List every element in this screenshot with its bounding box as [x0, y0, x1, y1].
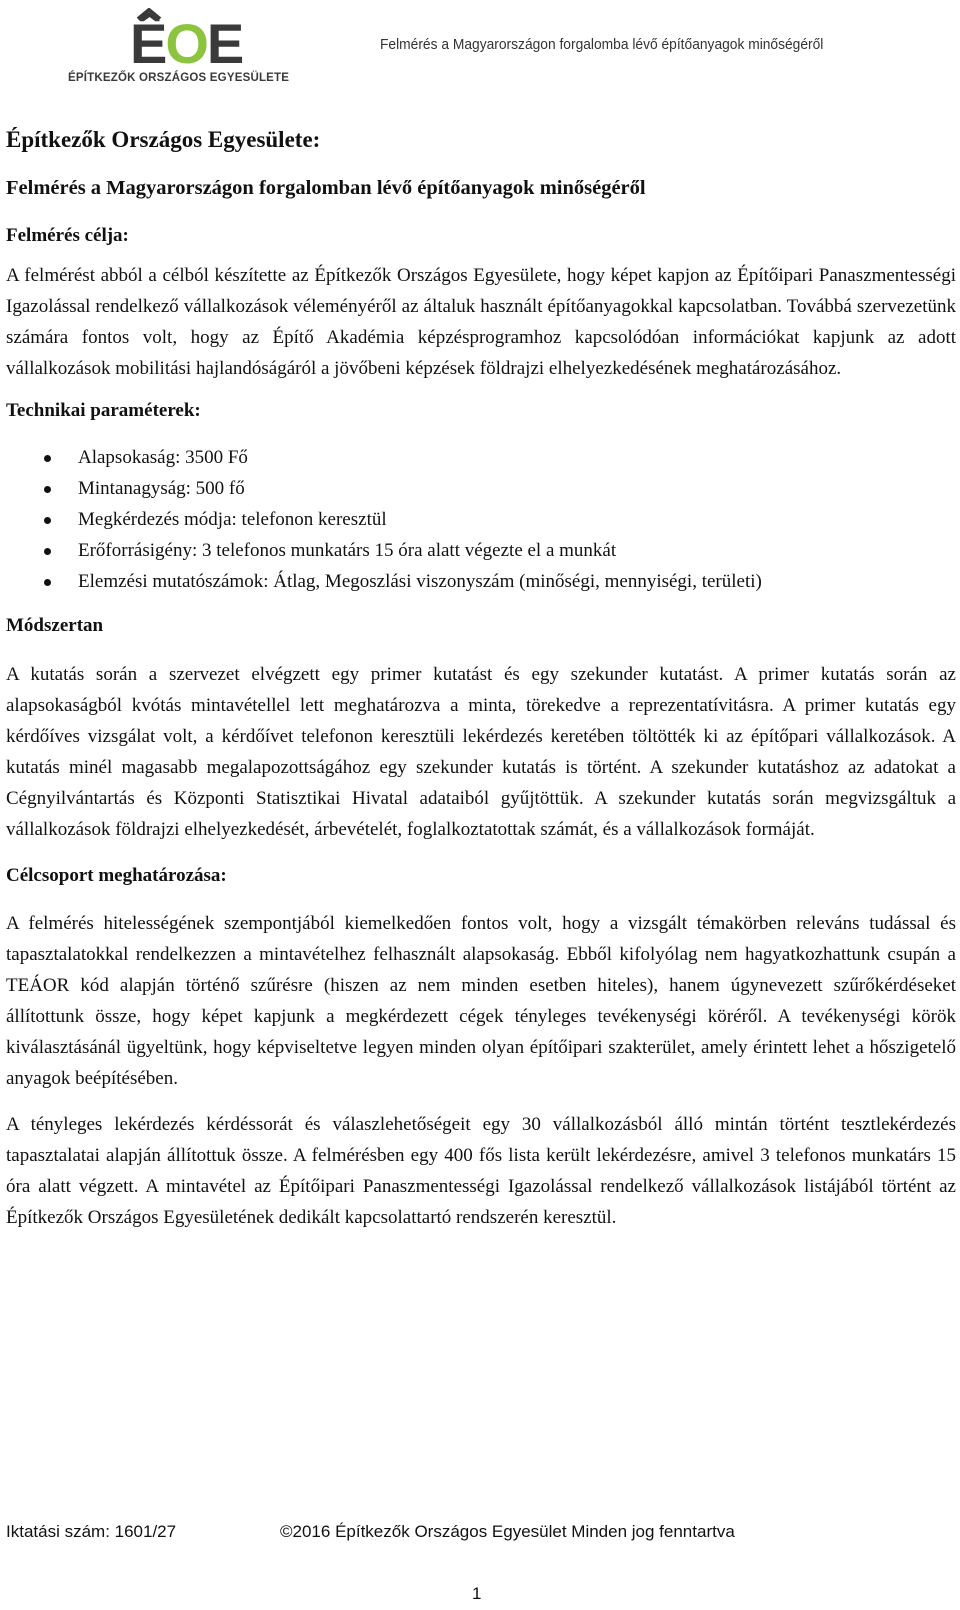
section-heading-technical: Technikai paraméterek:	[6, 400, 201, 421]
running-header-title: Felmérés a Magyarországon forgalomba lévő építőanyagok minőségéről	[380, 36, 824, 53]
page-number: 1	[472, 1584, 482, 1603]
bullet-icon	[44, 455, 51, 462]
section-paragraph: A felmérést abból a célból készítette az Építkezők Országos Egyesülete, hogy képet kapjon az Építőipari Panaszmentességi Igazolással rendelkező vállalkozások véleményéről az általuk használt építőanyagokkal kapcsolatban. Továbbá szervezetünk számára fontos volt, hogy az Építő Akadémia képzésprogramhoz kapcsolódóan információkat kapjunk az adott vállalkozások mobilitási hajlandóságáról a jövőbeni képzések földrajzi elhelyezkedésének meghatározásához.	[6, 265, 956, 379]
section-heading-methodology: Módszertan	[6, 615, 104, 636]
document-title: Építkezők Országos Egyesülete:	[6, 127, 321, 152]
list-item: Mintanagyság: 500 fő	[6, 473, 956, 504]
list-item: Alapsokaság: 3500 Fő	[6, 442, 956, 473]
bullet-icon	[44, 486, 51, 493]
section-heading-goal: Felmérés célja:	[6, 225, 129, 246]
document-body	[6, 120, 956, 1233]
logo-letters: ÊOE	[130, 12, 243, 75]
bullet-icon	[44, 517, 51, 524]
list-item: Erőforrásigény: 3 telefonos munkatárs 15 óra alatt végezte el a munkát	[6, 535, 956, 566]
organization-logo	[66, 8, 306, 88]
section-paragraph: A kutatás során a szervezet elvégzett egy primer kutatást és egy szekunder kutatást. A primer kutatás során az alapsokaságból kvótás mintavétellel lett meghatározva a minta, törekedve a reprezentatívitásra. A primer kutatás egy kérdőíves vizsgálat volt, a kérdőívet telefonon keresztüli lekérdezés keretében töltötték ki az építőpari vállalkozások. A kutatás minél magasabb megalapozottságához egy szekunder kutatás is történt. A szekunder kutatáshoz az adatokat a Cégnyilvántartás és Központi Statisztikai Hivatal adataiból gyűjtöttük. A szekunder kutatás során megvizsgáltuk a vállalkozások földrajzi elhelyezkedését, árbevételét, foglalkoztatottak számát, és a vállalkozások formáját.	[6, 664, 956, 840]
logo-subtitle: ÉPÍTKEZŐK ORSZÁGOS EGYESÜLETE	[68, 72, 290, 84]
technical-parameters-list	[6, 442, 956, 597]
document-subtitle: Felmérés a Magyarországon forgalomban lévő építőanyagok minőségéről	[6, 177, 646, 199]
section-heading-target-group: Célcsoport meghatározása:	[6, 865, 227, 886]
list-item: Megkérdezés módja: telefonon keresztül	[6, 504, 956, 535]
list-item: Elemzési mutatószámok: Átlag, Megoszlási viszonyszám (minőségi, mennyiségi, területi)	[6, 566, 956, 597]
section-paragraph: A tényleges lekérdezés kérdéssorát és válaszlehetőségeit egy 30 vállalkozásból álló mintán történt tesztlekérdezés tapasztalatai alapján állítottuk össze. A felmérésben egy 400 fős lista került lekérdezésre, amivel 3 telefonos munkatárs 15 óra alatt végzett. A mintavétel az Építőipari Panaszmentességi Igazolással rendelkező vállalkozások listájából történt az Építkezők Országos Egyesületének dedikált kapcsolattartó rendszerén keresztül.	[6, 1114, 956, 1228]
footer-reference: Iktatási szám: 1601/27	[6, 1522, 177, 1541]
bullet-icon	[44, 579, 51, 586]
footer-copyright: ©2016 Építkezők Országos Egyesület Minden jog fenntartva	[280, 1522, 735, 1541]
bullet-icon	[44, 548, 51, 555]
section-paragraph: A felmérés hitelességének szempontjából kiemelkedően fontos volt, hogy a vizsgált témakörben releváns tudással és tapasztalatokkal rendelkezzen a mintavételhez felhasznált alapsokaság. Ebből kifolyólag nem hagyatkozhattunk csupán a TEÁOR kód alapján történő szűrésre (hiszen az nem minden esetben hiteles), hanem úgynevezett szűrőkérdéseket állítottunk össze, hogy képet kapjunk a megkérdezett cégek tényleges tevékenységi köréről. A tevékenységi körök kiválasztásánál ügyeltünk, hogy képviseltetve legyen minden olyan építőipari szakterület, amely érintett lehet a hőszigetelő anyagok beépítésében.	[6, 913, 956, 1089]
